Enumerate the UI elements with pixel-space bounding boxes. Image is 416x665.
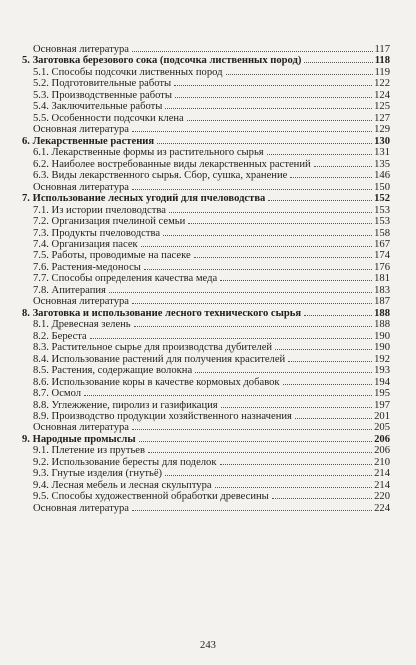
dot-leader (109, 292, 372, 293)
toc-entry-title: 8.7. Осмол (33, 388, 82, 400)
dot-leader (175, 97, 372, 98)
dot-leader (141, 246, 372, 247)
toc-section (22, 101, 390, 112)
toc-entry-title: 9.1. Плетение из прутьев (33, 445, 145, 457)
toc-entry-title: Основная литература (33, 422, 130, 434)
dot-leader (267, 154, 372, 155)
dot-leader (148, 452, 372, 453)
toc-entry-title: 7.4. Организация пасек (33, 238, 138, 250)
toc-entry-title: 8. Заготовка и использование лесного технического сырья (22, 307, 302, 319)
dot-leader (165, 475, 372, 476)
toc-entry-title: 7.3. Продукты пчеловодства (33, 227, 161, 239)
toc-entry-page: 130 (374, 135, 390, 147)
toc-entry-page: 124 (374, 89, 390, 101)
toc-entry-title: 8.5. Растения, содержащие волокна (33, 365, 193, 377)
toc-section (22, 205, 390, 216)
toc-entry-page: 214 (374, 479, 390, 491)
toc-section (22, 377, 390, 388)
toc-entry-title: 8.3. Растительное сырье для производства дубителей (33, 342, 273, 354)
toc-entry-title: 5.5. Особенности подсочки клена (33, 112, 184, 124)
toc-entry-page: 187 (374, 296, 390, 308)
dot-leader (169, 212, 372, 213)
toc-chapter (22, 55, 390, 66)
toc-entry-title: Основная литература (33, 502, 130, 514)
dot-leader (314, 166, 372, 167)
toc-references (22, 182, 390, 193)
toc-section (22, 113, 390, 124)
toc-chapter (22, 308, 390, 319)
toc-entry-title: 6.3. Виды лекарственного сырья. Сбор, сушка, хранение (33, 170, 288, 182)
dot-leader (132, 429, 372, 430)
toc-section (22, 468, 390, 479)
dot-leader (220, 464, 373, 465)
toc-entry-page: 190 (374, 330, 390, 342)
toc-references (22, 124, 390, 135)
toc-chapter (22, 136, 390, 147)
dot-leader (304, 62, 372, 63)
toc-section (22, 147, 390, 158)
toc-entry-title: 7.8. Апитерапия (33, 284, 106, 296)
dot-leader (215, 487, 373, 488)
dot-leader (132, 131, 372, 132)
toc-entry-page: 122 (374, 78, 390, 90)
dot-leader (163, 235, 372, 236)
toc-entry-page: 127 (374, 112, 390, 124)
toc-entry-page: 174 (374, 250, 390, 262)
toc-entry-page: 194 (374, 376, 390, 388)
dot-leader (165, 108, 372, 109)
toc-entry-page: 206 (374, 433, 390, 445)
toc-entry-title: 7.7. Способы определения качества меда (33, 273, 218, 285)
dot-leader (187, 120, 372, 121)
toc-section (22, 170, 390, 181)
toc-section (22, 445, 390, 456)
dot-leader (132, 189, 372, 190)
toc-entry-title: 7.2. Организация пчелиной семьи (33, 216, 186, 228)
toc-entry-page: 192 (374, 353, 390, 365)
toc-section (22, 78, 390, 89)
toc-section (22, 331, 390, 342)
toc-entry-title: 5.1. Способы подсочки лиственных пород (33, 66, 223, 78)
toc-section (22, 354, 390, 365)
dot-leader (90, 338, 372, 339)
toc-entry-title: 5.2. Подготовительные работы (33, 78, 172, 90)
toc-entry-page: 224 (374, 502, 390, 514)
toc-entry-page: 146 (374, 170, 390, 182)
toc-section (22, 262, 390, 273)
toc-entry-title: Основная литература (33, 181, 130, 193)
toc-section (22, 491, 390, 502)
toc-entry-page: 176 (374, 261, 390, 273)
toc-chapter (22, 434, 390, 445)
dot-leader (220, 280, 372, 281)
toc-entry-title: 7.6. Растения-медоносы (33, 261, 141, 273)
toc-entry-page: 193 (374, 365, 390, 377)
toc-entry-title: 5. Заготовка березового сока (подсочка лиственных пород) (22, 55, 302, 67)
toc-entry-title: 6.2. Наиболее востребованные виды лекарственных растений (33, 158, 311, 170)
toc-entry-page: 119 (374, 66, 390, 78)
toc-references (22, 296, 390, 307)
dot-leader (295, 418, 372, 419)
toc-section (22, 228, 390, 239)
toc-section (22, 457, 390, 468)
toc-entry-title: 7.1. Из истории пчеловодства (33, 204, 166, 216)
toc-entry-page: 210 (374, 456, 390, 468)
toc-entry-page: 129 (374, 124, 390, 136)
toc-entry-title: 9.2. Использование бересты для поделок (33, 456, 217, 468)
toc-entry-title: 8.2. Береста (33, 330, 87, 342)
toc-section (22, 319, 390, 330)
toc-entry-page: 158 (374, 227, 390, 239)
dot-leader (132, 303, 372, 304)
table-of-contents (22, 44, 390, 514)
toc-entry-page: 214 (374, 468, 390, 480)
toc-section (22, 400, 390, 411)
dot-leader (221, 407, 372, 408)
toc-entry-title: 9.3. Гнутые изделия (гнутьё) (33, 468, 163, 480)
dot-leader (304, 315, 372, 316)
toc-references (22, 503, 390, 514)
dot-leader (288, 361, 372, 362)
toc-entry-title: 5.4. Заключительные работы (33, 101, 163, 113)
toc-entry-page: 188 (374, 307, 390, 319)
toc-entry-page: 220 (374, 491, 390, 503)
dot-leader (132, 510, 372, 511)
toc-entry-title: 7.5. Работы, проводимые на пасеке (33, 250, 191, 262)
page-number: 243 (200, 640, 216, 651)
toc-chapter (22, 193, 390, 204)
toc-entry-page: 131 (374, 147, 390, 159)
toc-section (22, 411, 390, 422)
toc-entry-title: 8.9. Производство продукции хозяйственного назначения (33, 411, 292, 422)
dot-leader (134, 326, 372, 327)
toc-entry-page: 201 (374, 411, 390, 422)
toc-entry-page: 118 (374, 55, 390, 67)
toc-entry-page: 125 (374, 101, 390, 113)
toc-entry-page: 188 (374, 319, 390, 331)
toc-entry-page: 205 (374, 422, 390, 434)
toc-entry-title: 9. Народные промыслы (22, 433, 136, 445)
dot-leader (188, 223, 372, 224)
toc-section (22, 342, 390, 353)
toc-section (22, 90, 390, 101)
toc-entry-page: 117 (374, 44, 390, 55)
toc-entry-title: 6. Лекарственные растения (22, 135, 155, 147)
toc-entry-page: 135 (374, 158, 390, 170)
toc-entry-title: 6.1. Лекарственные формы из растительного сырья (33, 147, 264, 159)
dot-leader (132, 51, 372, 52)
toc-entry-title: 8.4. Использование растений для получения красителей (33, 353, 286, 365)
toc-references (22, 44, 390, 55)
toc-entry-title: 8.8. Углежжение, пиролиз и газификация (33, 399, 218, 411)
dot-leader (194, 257, 372, 258)
toc-entry-title: 8.1. Древесная зелень (33, 319, 131, 331)
toc-section (22, 239, 390, 250)
toc-entry-title: Основная литература (33, 44, 130, 55)
toc-entry-title: Основная литература (33, 124, 130, 136)
toc-entry-page: 153 (374, 204, 390, 216)
toc-section (22, 388, 390, 399)
dot-leader (283, 384, 373, 385)
toc-entry-page: 206 (374, 445, 390, 457)
toc-entry-page: 152 (374, 193, 390, 205)
toc-entry-page: 190 (374, 342, 390, 354)
toc-entry-page: 197 (374, 399, 390, 411)
toc-entry-title: 8.6. Использование коры в качестве кормовых добавок (33, 376, 280, 388)
dot-leader (144, 269, 372, 270)
toc-references (22, 422, 390, 433)
dot-leader (157, 143, 372, 144)
toc-section (22, 273, 390, 284)
dot-leader (174, 85, 372, 86)
toc-entry-title: 9.4. Лесная мебель и лесная скульптура (33, 479, 212, 491)
toc-entry-title: 7. Использование лесных угодий для пчеловодства (22, 193, 266, 205)
toc-entry-page: 150 (374, 181, 390, 193)
toc-entry-title: 5.3. Производственные работы (33, 89, 173, 101)
toc-section (22, 67, 390, 78)
toc-entry-page: 195 (374, 388, 390, 400)
dot-leader (139, 441, 373, 442)
dot-leader (290, 177, 372, 178)
toc-entry-page: 181 (374, 273, 390, 285)
toc-entry-page: 167 (374, 238, 390, 250)
dot-leader (195, 372, 372, 373)
toc-section (22, 250, 390, 261)
toc-section (22, 285, 390, 296)
toc-section (22, 159, 390, 170)
toc-entry-page: 183 (374, 284, 390, 296)
dot-leader (226, 74, 373, 75)
dot-leader (272, 498, 372, 499)
toc-entry-title: 9.5. Способы художественной обработки древесины (33, 491, 269, 503)
toc-entry-title: Основная литература (33, 296, 130, 308)
dot-leader (84, 395, 372, 396)
toc-section (22, 216, 390, 227)
toc-section (22, 480, 390, 491)
dot-leader (268, 200, 372, 201)
toc-section (22, 365, 390, 376)
toc-entry-page: 153 (374, 216, 390, 228)
dot-leader (275, 349, 372, 350)
